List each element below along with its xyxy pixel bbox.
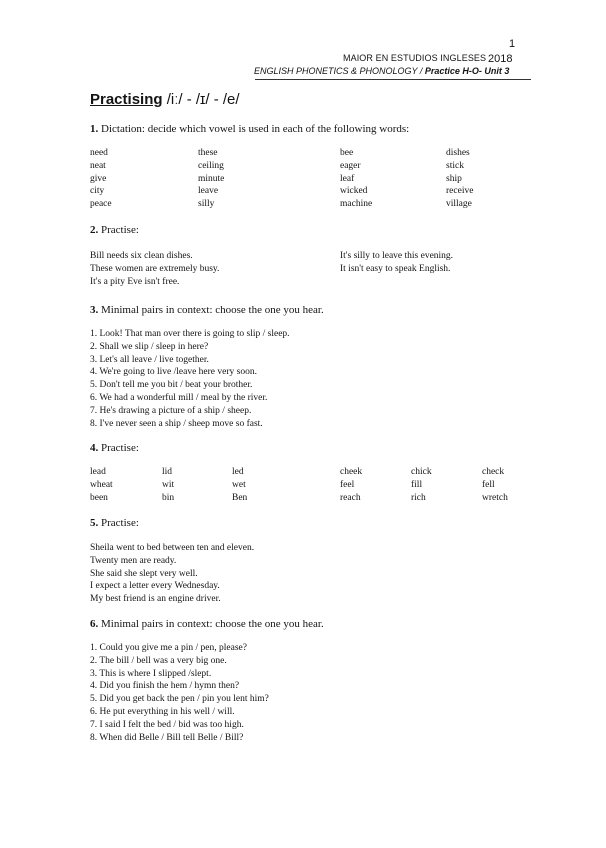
word: been bbox=[90, 492, 108, 503]
practice-line: It isn't easy to speak English. bbox=[340, 263, 451, 274]
section-6-text: Minimal pairs in context: choose the one you hear. bbox=[101, 618, 324, 630]
section-6-heading bbox=[90, 618, 324, 630]
list-item: 3. This is where I slipped /slept. bbox=[90, 668, 212, 679]
word: these bbox=[198, 148, 218, 158]
section-1-text: Dictation: decide which vowel is used in each of the following words: bbox=[101, 123, 410, 135]
s1-col-1 bbox=[90, 147, 112, 211]
header-year: 2018 bbox=[488, 53, 513, 65]
s4-col-4 bbox=[340, 466, 362, 504]
word: machine bbox=[340, 199, 373, 210]
list-item: 4. We're going to live /leave here very soon. bbox=[90, 367, 257, 378]
s1-col-3 bbox=[340, 147, 372, 211]
list-item: 5. Don't tell me you bit / beat your brother. bbox=[90, 380, 253, 391]
list-item: 8. I've never seen a ship / sheep move so fast. bbox=[90, 418, 263, 429]
section-3-number: 3. bbox=[90, 304, 99, 316]
header-practice: Practice H-O- Unit 3 bbox=[424, 66, 510, 76]
word: wit bbox=[162, 479, 175, 490]
practice-line: Bill needs six clean dishes. bbox=[90, 251, 193, 261]
word: wicked bbox=[340, 186, 368, 197]
word: check bbox=[482, 467, 505, 477]
header-program: MAIOR EN ESTUDIOS INGLESES bbox=[343, 53, 487, 63]
section-6-number: 6. bbox=[90, 618, 99, 630]
section-1-number: 1. bbox=[90, 123, 99, 135]
list-item: 8. When did Belle / Bill tell Belle / Bill? bbox=[90, 732, 244, 743]
page-number: 1 bbox=[509, 38, 516, 50]
word: fell bbox=[482, 479, 495, 490]
word: dishes bbox=[446, 148, 470, 158]
s4-col-5 bbox=[411, 466, 432, 504]
practice-line: She said she slept very well. bbox=[90, 568, 198, 579]
word: fill bbox=[411, 479, 423, 490]
s4-col-2 bbox=[162, 466, 174, 504]
practice-line: My best friend is an engine driver. bbox=[90, 594, 221, 605]
s1-col-4 bbox=[446, 147, 473, 211]
word: neat bbox=[90, 160, 106, 171]
practice-line: I expect a letter every Wednesday. bbox=[90, 581, 220, 592]
word: wretch bbox=[482, 492, 508, 503]
word: bin bbox=[162, 492, 175, 503]
word: lid bbox=[162, 467, 173, 477]
section-3-text: Minimal pairs in context: choose the one you hear. bbox=[101, 304, 324, 316]
word: stick bbox=[446, 160, 464, 171]
section-2-number: 2. bbox=[90, 224, 99, 236]
list-item: 2. The bill / bell was a very big one. bbox=[90, 655, 227, 666]
list-item: 3. Let's all leave / live together. bbox=[90, 354, 209, 365]
word: cheek bbox=[340, 467, 363, 477]
s4-col-1 bbox=[90, 466, 113, 504]
section-4-heading bbox=[90, 442, 139, 454]
list-item: 2. Shall we slip / sleep in here? bbox=[90, 341, 209, 352]
practice-line: It's silly to leave this evening. bbox=[340, 251, 454, 261]
word: village bbox=[446, 199, 472, 210]
word: led bbox=[232, 467, 244, 477]
header-rule bbox=[255, 79, 531, 80]
section-5-heading bbox=[90, 517, 139, 529]
list-item: 5. Did you get back the pen / pin you lent him? bbox=[90, 694, 269, 705]
word: receive bbox=[446, 186, 474, 197]
title-symbols: /iː/ - /ɪ/ - /e/ bbox=[166, 91, 240, 108]
s2-right-lines bbox=[340, 250, 453, 276]
practice-line: Twenty men are ready. bbox=[90, 555, 177, 566]
word: leaf bbox=[340, 173, 355, 184]
section-5-text: Practise: bbox=[101, 517, 139, 529]
list-item: 1. Could you give me a pin / pen, please? bbox=[90, 643, 247, 653]
s5-lines bbox=[90, 542, 254, 606]
s1-col-2 bbox=[198, 147, 224, 211]
s2-left-lines bbox=[90, 250, 219, 288]
list-item: 7. He's drawing a picture of a ship / sheep. bbox=[90, 405, 252, 416]
word: wet bbox=[232, 479, 246, 490]
word: wheat bbox=[90, 479, 113, 490]
practice-line: Sheila went to bed between ten and eleven. bbox=[90, 543, 255, 553]
word: silly bbox=[198, 199, 215, 210]
header-course bbox=[254, 66, 509, 76]
word: lead bbox=[90, 467, 106, 477]
word: chick bbox=[411, 467, 432, 477]
word: rich bbox=[411, 492, 426, 503]
section-2-text: Practise: bbox=[101, 224, 139, 236]
s6-items bbox=[90, 642, 269, 744]
title-word: Practising bbox=[90, 91, 163, 108]
list-item: 4. Did you finish the hem / hymn then? bbox=[90, 681, 240, 692]
s4-col-3 bbox=[232, 466, 247, 504]
word: bee bbox=[340, 148, 354, 158]
s3-items bbox=[90, 328, 290, 430]
word: leave bbox=[198, 186, 219, 197]
list-item: 6. We had a wonderful mill / meal by the river. bbox=[90, 392, 268, 403]
practice-line: These women are extremely busy. bbox=[90, 263, 220, 274]
list-item: 7. I said I felt the bed / bid was too high. bbox=[90, 719, 244, 730]
word: eager bbox=[340, 160, 361, 171]
section-5-number: 5. bbox=[90, 517, 99, 529]
word: peace bbox=[90, 199, 112, 210]
practice-line: It's a pity Eve isn't free. bbox=[90, 276, 180, 287]
word: reach bbox=[340, 492, 361, 503]
section-4-text: Practise: bbox=[101, 442, 139, 454]
s4-col-6 bbox=[482, 466, 508, 504]
word: ceiling bbox=[198, 160, 224, 171]
word: need bbox=[90, 148, 108, 158]
section-2-heading bbox=[90, 224, 139, 236]
section-1-heading bbox=[90, 123, 409, 135]
page-title bbox=[90, 91, 240, 108]
word: Ben bbox=[232, 492, 248, 503]
list-item: 6. He put everything in his well / will. bbox=[90, 706, 235, 717]
list-item: 1. Look! That man over there is going to slip / sleep. bbox=[90, 329, 290, 339]
word: minute bbox=[198, 173, 225, 184]
section-3-heading bbox=[90, 304, 324, 316]
word: ship bbox=[446, 173, 462, 184]
section-4-number: 4. bbox=[90, 442, 99, 454]
word: feel bbox=[340, 479, 355, 490]
word: city bbox=[90, 186, 105, 197]
header-course-name: ENGLISH PHONETICS & PHONOLOGY / bbox=[254, 66, 423, 76]
word: give bbox=[90, 173, 107, 184]
